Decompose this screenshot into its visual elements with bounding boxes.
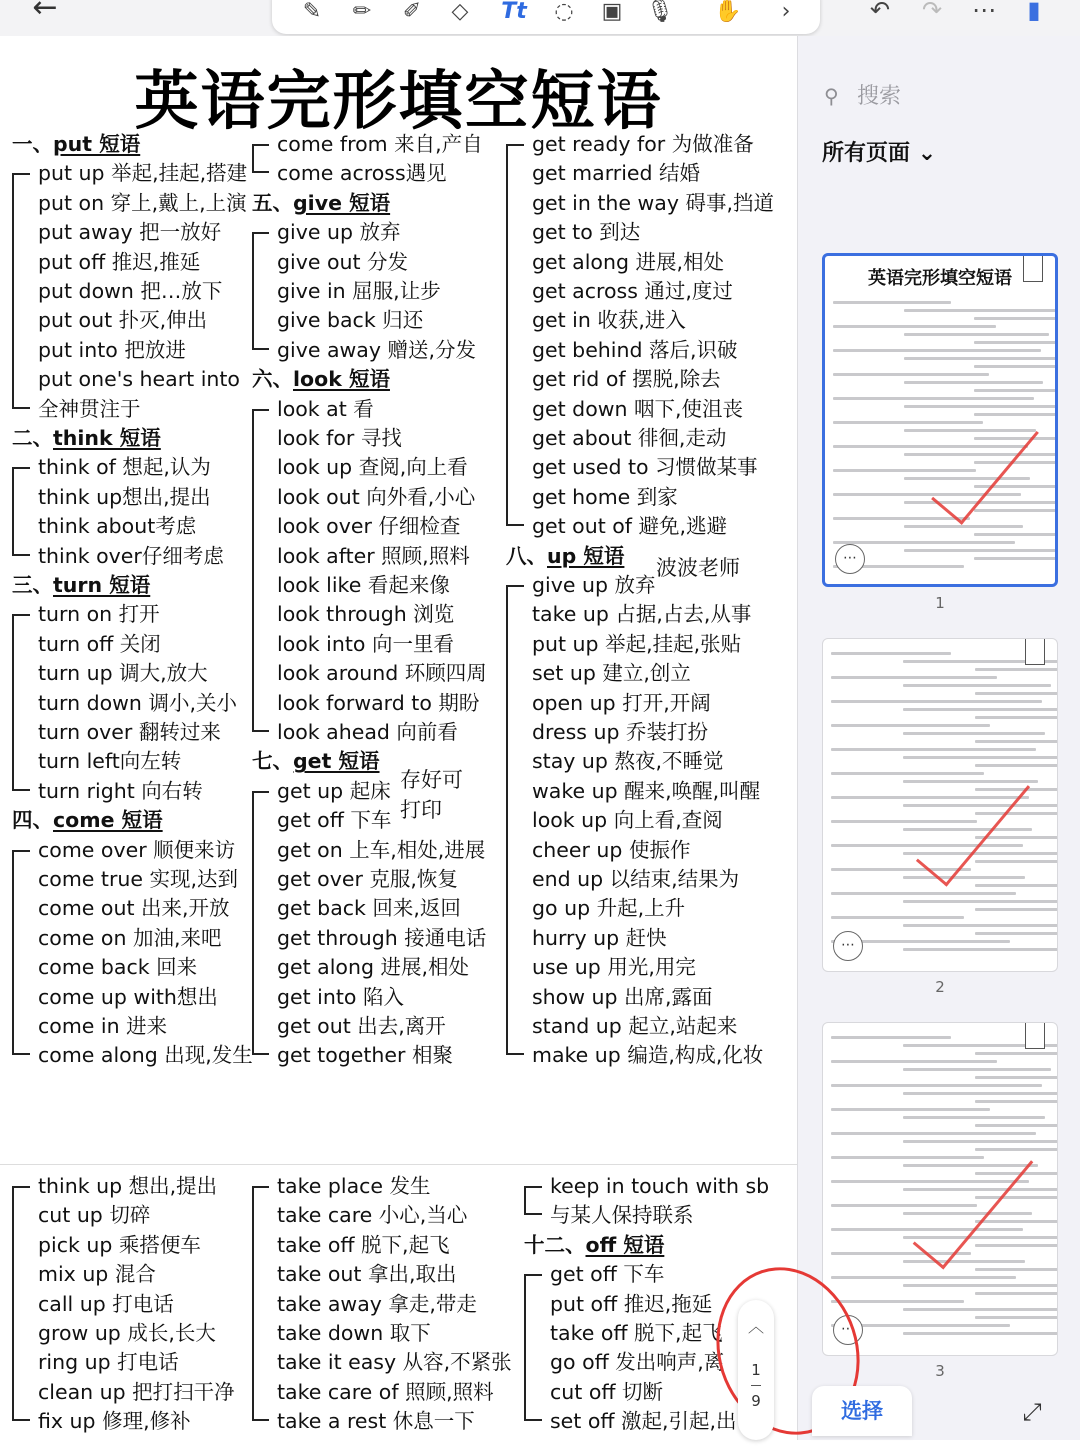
thumbnail-line: [974, 317, 1058, 320]
thumbnail-line: [903, 684, 1051, 687]
thumbnail-line: [903, 924, 1058, 927]
pencil-icon[interactable]: ✏: [352, 0, 372, 24]
phrase-item: put one's heart into: [38, 367, 240, 392]
thumbnail-line: [975, 1100, 1058, 1103]
thumbnail-line: [831, 1108, 990, 1111]
expand-icon[interactable]: ⤢: [1022, 1398, 1042, 1426]
phrase-item: ring up 打电话: [38, 1350, 179, 1375]
phrase-item: open up 打开,开阔: [532, 690, 711, 715]
document-canvas[interactable]: [0, 36, 797, 1440]
group-bracket: [506, 585, 524, 1055]
page-number-2: 2: [935, 978, 945, 996]
phrase-item: take up 占据,占去,从事: [532, 602, 752, 627]
thumbnail-line: [833, 349, 1041, 352]
thumbnail-text-lines: [831, 1031, 1049, 1340]
phrase-item: give out 分发: [277, 249, 409, 274]
group-bracket: [524, 1186, 542, 1215]
phrase-item: turn up 调大,放大: [38, 661, 208, 686]
phrase-column-1: [12, 130, 252, 1130]
phrase-item: look into 向一里看: [277, 631, 454, 656]
pager-divider: [751, 1385, 761, 1386]
phrase-item: wake up 醒来,唤醒,叫醒: [532, 778, 761, 803]
phrase-item: look through 浏览: [277, 602, 455, 627]
phrase-item: get back 回来,返回: [277, 896, 461, 921]
thumbnail-line: [904, 405, 1058, 408]
thumbnail-line: [904, 333, 1050, 336]
thumbnail-line: [833, 373, 989, 376]
page-divider: [0, 1164, 797, 1165]
section-header: 三、turn 短语: [12, 573, 151, 597]
thumbnail-line: [974, 509, 1058, 512]
phrase-item: cut up 切碎: [38, 1203, 151, 1228]
phrase-item: get about 徘徊,走动: [532, 426, 727, 450]
phrase-item: get in 收获,进入: [532, 308, 686, 333]
page-number-1: 1: [935, 594, 945, 612]
text-icon[interactable]: Tt: [501, 0, 527, 24]
thumbnail-line: [903, 876, 1025, 879]
thumbnail-line: [975, 668, 1058, 671]
phrase-item: think about考虑: [38, 514, 197, 539]
page-sidebar: [797, 36, 1080, 1440]
pen-icon[interactable]: ✎: [302, 0, 322, 24]
phrase-item: get through 接通电话: [277, 925, 487, 950]
thumbnail-line: [975, 1268, 1058, 1271]
thumbnail-line: [903, 900, 1058, 903]
phrase-item: dress up 乔装打扮: [532, 720, 709, 744]
thumbnail-line: [974, 533, 1058, 536]
thumbnail-line: [903, 1068, 1051, 1071]
phrase-item: look at 看: [277, 396, 374, 421]
microphone-icon[interactable]: 🎙: [646, 0, 674, 24]
page-thumbnail-3[interactable]: [822, 1022, 1058, 1356]
phrase-item: get out of 避免,逃避: [532, 514, 728, 539]
thumbnail-line: [904, 309, 1058, 312]
all-pages-label: 所有页面: [822, 141, 911, 166]
page-number-3: 3: [935, 1362, 945, 1380]
thumbnail-line: [831, 652, 951, 655]
page-title: 英语完形填空短语: [134, 65, 663, 139]
phrase-item: take place 发生: [277, 1174, 431, 1198]
search-input[interactable]: [824, 76, 1064, 116]
phrase-item: give in 屈服,让步: [277, 279, 441, 303]
phrase-item: get in the way 碍事,挡道: [532, 190, 775, 215]
thumbnail-line: [833, 421, 983, 424]
thumbnail-line: [903, 1140, 1058, 1143]
thumbnail-line: [975, 1316, 1058, 1319]
thumbnail-line: [831, 748, 1036, 751]
thumbnail-line: [974, 341, 1058, 344]
thumbnail-line: [975, 932, 1058, 935]
phrase-item: get along 进展,相处: [532, 249, 725, 274]
phrase-item: give back 归还: [277, 308, 424, 333]
phrase-item: look over 仔细检查: [277, 514, 461, 539]
thumbnail-line: [975, 716, 1058, 719]
phrase-item: turn on 打开: [38, 602, 160, 627]
page-scroller[interactable]: [738, 1300, 774, 1440]
thumbnail-line: [903, 1284, 1058, 1287]
phrase-item: come over 顺便来访: [38, 837, 236, 862]
phrase-item: put on 穿上,戴上,上演: [38, 190, 247, 215]
phrase-item: take off 脱下,起飞: [550, 1321, 723, 1345]
total-pages: 9: [751, 1392, 761, 1410]
section-header: 八、up 短语: [506, 543, 625, 568]
thumbnail-line: [831, 700, 1042, 703]
phrase-item: look out 向外看,小心: [277, 484, 476, 509]
phrase-item: look after 照顾,照料: [277, 543, 470, 568]
phrase-item: give away 赠送,分发: [277, 337, 477, 362]
phrase-item: come along 出现,发生: [38, 1043, 253, 1068]
phrase-item: get behind 落后,识破: [532, 337, 738, 362]
phrase-item: stay up 熬夜,不睡觉: [532, 749, 724, 774]
group-bracket: [12, 850, 30, 1056]
phrase-item: get on 上车,相处,进展: [277, 837, 486, 862]
section-header: 七、get 短语: [252, 749, 380, 774]
phrase-item: look like 看起来像: [277, 573, 450, 597]
thumbnail-line: [831, 724, 990, 727]
phrase-item: take a rest 休息一下: [277, 1409, 475, 1434]
select-button[interactable]: 选择: [812, 1386, 912, 1436]
hand-icon[interactable]: ✋: [714, 0, 742, 24]
eraser-icon[interactable]: ◇: [451, 0, 469, 24]
chevron-up-icon[interactable]: ︿: [747, 1317, 764, 1336]
phrase-item: think up想出,提出: [38, 484, 211, 509]
phrase-item: put off 推迟,拖延: [550, 1291, 713, 1316]
phrase-item: come from 来自,产自: [277, 132, 483, 156]
thumbnail-line: [833, 301, 951, 304]
phrase-column-2: [252, 130, 502, 1130]
group-bracket: [252, 409, 269, 732]
section-header: 五、give 短语: [252, 190, 391, 215]
chevron-right-icon[interactable]: ›: [781, 0, 791, 24]
phrase-item: think over仔细考虑: [38, 543, 224, 568]
phrase-item: get off 下车: [550, 1262, 665, 1287]
phrase-item: think of 想起,认为: [38, 455, 211, 480]
phrase-item: get over 克服,恢复: [277, 867, 458, 891]
phrase-item: take down 取下: [277, 1321, 431, 1345]
thumbnail-line: [831, 1036, 951, 1039]
phrase-item: take away 拿走,带走: [277, 1291, 477, 1316]
more-icon[interactable]: ⋯: [833, 931, 863, 961]
phrase-item: get to 到达: [532, 220, 641, 245]
section-header: 二、think 短语: [12, 426, 161, 450]
undo-icon[interactable]: ↶: [869, 0, 891, 24]
bookmark-icon[interactable]: [1025, 639, 1045, 665]
section-header: 四、come 短语: [12, 808, 163, 833]
thumbnail-line: [903, 948, 1058, 951]
phrase-item: grow up 成长,长大: [38, 1321, 216, 1345]
more-icon[interactable]: ⋯: [835, 544, 865, 574]
thumbnail-line: [974, 365, 1058, 368]
phrase-item: get married 结婚: [532, 161, 701, 186]
thumbnail-line: [904, 549, 1058, 552]
phrase-item: get used to 习惯做某事: [532, 455, 758, 480]
thumbnail-line: [903, 1116, 1045, 1119]
phrase-item: put up 举起,挂起,搭建: [38, 161, 248, 186]
thumbnail-line: [904, 525, 1024, 528]
phrase-item: come across遇见: [277, 161, 447, 186]
search-placeholder: 搜索: [857, 84, 902, 109]
phrase-item: get across 通过,度过: [532, 279, 733, 303]
group-bracket: [252, 232, 269, 350]
phrase-item: take it easy 从容,不紧张: [277, 1350, 512, 1375]
thumbnail-line: [831, 1084, 1042, 1087]
phrase-column-p2-1: [12, 1172, 252, 1440]
phrase-item: set up 建立,创立: [532, 661, 691, 686]
phrase-item: set off 激起,引起,出: [550, 1409, 737, 1434]
thumbnail-line: [904, 357, 1058, 360]
thumbnail-line: [833, 541, 1015, 544]
phrase-item: turn right 向右转: [38, 778, 203, 803]
phrase-item: think up 想出,提出: [38, 1174, 218, 1198]
phrase-item: call up 打电话: [38, 1291, 174, 1316]
thumbnail-line: [904, 381, 1043, 384]
phrase-item: get off 下车: [277, 808, 392, 833]
thumbnail-line: [975, 1292, 1058, 1295]
phrase-item: stand up 起立,站起来: [532, 1014, 738, 1038]
phrase-item: come out 出来,开放: [38, 896, 230, 921]
thumbnail-line: [833, 517, 970, 520]
thumbnail-line: [831, 1060, 997, 1063]
phrase-item: put out 扑灭,伸出: [38, 308, 208, 333]
phrase-item: take off 脱下,起飞: [277, 1232, 450, 1257]
phrase-item: give up 放弃: [277, 220, 401, 245]
phrase-item: look ahead 向前看: [277, 720, 458, 744]
phrase-item: come back 回来: [38, 955, 198, 980]
thumbnail-line: [831, 1132, 1036, 1135]
thumbnail-line: [903, 1332, 1058, 1335]
thumbnail-line: [903, 732, 1045, 735]
thumbnail-line: [975, 1052, 1058, 1055]
thumbnail-line: [975, 860, 1058, 863]
print-note-1: 存好可: [400, 768, 463, 792]
phrase-column-p2-2: [252, 1172, 512, 1440]
thumbnail-line: [975, 1244, 1058, 1247]
phrase-item: put down 把…放下: [38, 279, 223, 303]
phrase-item: look around 环顾四周: [277, 661, 487, 686]
phrase-item: come on 加油,来吧: [38, 925, 222, 950]
phrase-item: look up 查阅,向上看: [277, 455, 468, 480]
section-header: 十二、off 短语: [524, 1232, 665, 1257]
bookmark-icon[interactable]: [1023, 256, 1043, 282]
thumbnail-line: [831, 916, 964, 919]
pages-icon[interactable]: ▮: [1027, 0, 1041, 24]
thumbnail-line: [975, 908, 1058, 911]
phrase-item: end up 以结束,结果为: [532, 867, 740, 891]
phrase-item: get together 相聚: [277, 1043, 453, 1068]
phrase-item: turn off 关闭: [38, 631, 161, 656]
thumbnail-title: 英语完形填空短语: [868, 268, 1012, 289]
phrase-item: get rid of 摆脱,除去: [532, 367, 721, 392]
phrase-item: get up 起床: [277, 778, 391, 803]
page-thumbnail-1[interactable]: [822, 253, 1058, 587]
thumbnail-line: [975, 1076, 1058, 1079]
thumbnail-line: [975, 740, 1058, 743]
phrase-item: get down 咽下,使沮丧: [532, 396, 744, 421]
more-icon[interactable]: ⋯: [833, 1315, 863, 1345]
thumbnail-line: [975, 692, 1058, 695]
image-icon[interactable]: ▣: [601, 0, 623, 24]
phrase-item: turn left向左转: [38, 749, 182, 774]
thumbnail-line: [903, 756, 1058, 759]
thumbnail-line: [831, 1300, 964, 1303]
group-bracket: [252, 144, 269, 173]
group-bracket: [12, 614, 30, 790]
phrase-item: take out 拿出,取出: [277, 1262, 457, 1287]
phrase-item: look up 向上看,查阅: [532, 808, 723, 833]
group-bracket: [524, 1274, 542, 1421]
phrase-item: cut off 切断: [550, 1379, 664, 1404]
thumbnail-line: [975, 764, 1058, 767]
lasso-icon[interactable]: ◌: [554, 0, 574, 24]
phrase-item: show up 出席,露面: [532, 984, 713, 1009]
phrase-item: go off 发出响声,离: [550, 1350, 725, 1375]
search-icon: ⚲: [824, 84, 839, 108]
phrase-item: look forward to 期盼: [277, 690, 480, 715]
phrase-item: come up with想出: [38, 984, 218, 1009]
thumbnail-line: [903, 1092, 1058, 1095]
bookmark-icon[interactable]: [1025, 1023, 1045, 1049]
group-bracket: [12, 173, 30, 408]
thumbnail-line: [833, 493, 1021, 496]
phrase-item: give up 放弃: [532, 573, 656, 597]
print-note-2: 打印: [400, 798, 442, 822]
group-bracket: [506, 144, 524, 526]
phrase-item: cheer up 使振作: [532, 837, 691, 862]
thumbnail-line: [975, 1124, 1058, 1127]
thumbnail-line: [833, 397, 1034, 400]
phrase-item: look for 寻找: [277, 426, 402, 450]
group-bracket: [252, 791, 269, 1056]
phrase-item: get ready for 为做准备: [532, 132, 754, 156]
phrase-item: put up 举起,挂起,张贴: [532, 631, 742, 656]
phrase-item: pick up 乘搭便车: [38, 1232, 201, 1257]
phrase-item: put away 把一放好: [38, 220, 222, 245]
phrase-item: put into 把放进: [38, 337, 186, 362]
page-thumbnail-2[interactable]: [822, 638, 1058, 972]
teacher-note: 波波老师: [656, 556, 740, 580]
phrase-item: turn over 翻转过来: [38, 720, 221, 744]
all-pages-dropdown[interactable]: [822, 136, 936, 167]
phrase-item: get home 到家: [532, 484, 678, 509]
arrow-left-icon[interactable]: ←: [32, 0, 58, 25]
thumbnail-line: [831, 676, 997, 679]
thumbnail-line: [831, 1156, 984, 1159]
drawing-tools: [272, 0, 820, 34]
thumbnail-line: [831, 1276, 1016, 1279]
phrase-item: get out 出去,离开: [277, 1014, 446, 1038]
phrase-item: keep in touch with sb: [550, 1174, 770, 1198]
redo-icon[interactable]: ↷: [921, 0, 943, 24]
top-toolbar: [0, 0, 1080, 36]
phrase-item: make up 编造,构成,化妆: [532, 1043, 764, 1068]
highlighter-icon[interactable]: ✐: [402, 0, 422, 24]
section-header: 一、put 短语: [12, 132, 141, 156]
phrase-item: 全神贯注于: [38, 396, 141, 421]
section-header: 六、look 短语: [252, 367, 390, 392]
more-icon[interactable]: ⋯: [972, 0, 996, 24]
thumbnail-line: [975, 1220, 1058, 1223]
phrase-item: fix up 修理,修补: [38, 1409, 191, 1434]
phrase-item: come in 进来: [38, 1014, 168, 1038]
thumbnail-line: [974, 389, 1058, 392]
phrase-item: go up 升起,上升: [532, 896, 686, 921]
phrase-item: get into 陷入: [277, 984, 404, 1009]
phrase-item: put off 推迟,推延: [38, 249, 201, 274]
thumbnail-line: [831, 772, 984, 775]
thumbnail-line: [974, 557, 1058, 560]
thumbnail-line: [903, 708, 1058, 711]
phrase-column-3: [506, 130, 796, 1130]
group-bracket: [12, 1186, 30, 1421]
current-page: 1: [751, 1361, 761, 1379]
thumbnail-line: [903, 1308, 1058, 1311]
chevron-down-icon: ⌄: [917, 141, 937, 166]
phrase-item: 与某人保持联系: [550, 1203, 694, 1228]
phrase-item: hurry up 赶快: [532, 925, 667, 950]
group-bracket: [12, 467, 30, 555]
phrase-item: get along 进展,相处: [277, 955, 470, 980]
thumbnail-line: [831, 892, 1016, 895]
thumbnail-line: [975, 884, 1058, 887]
phrase-item: come true 实现,达到: [38, 867, 239, 891]
thumbnail-line: [833, 325, 996, 328]
thumbnail-line: [903, 1260, 1025, 1263]
phrase-item: clean up 把打扫干净: [38, 1379, 235, 1404]
phrase-item: take care 小心,当心: [277, 1203, 468, 1228]
phrase-item: take care of 照顾,照料: [277, 1379, 494, 1404]
phrase-item: use up 用光,用完: [532, 955, 696, 980]
group-bracket: [252, 1186, 269, 1421]
phrase-item: turn down 调小,关小: [38, 690, 237, 715]
phrase-item: mix up 混合: [38, 1262, 156, 1287]
